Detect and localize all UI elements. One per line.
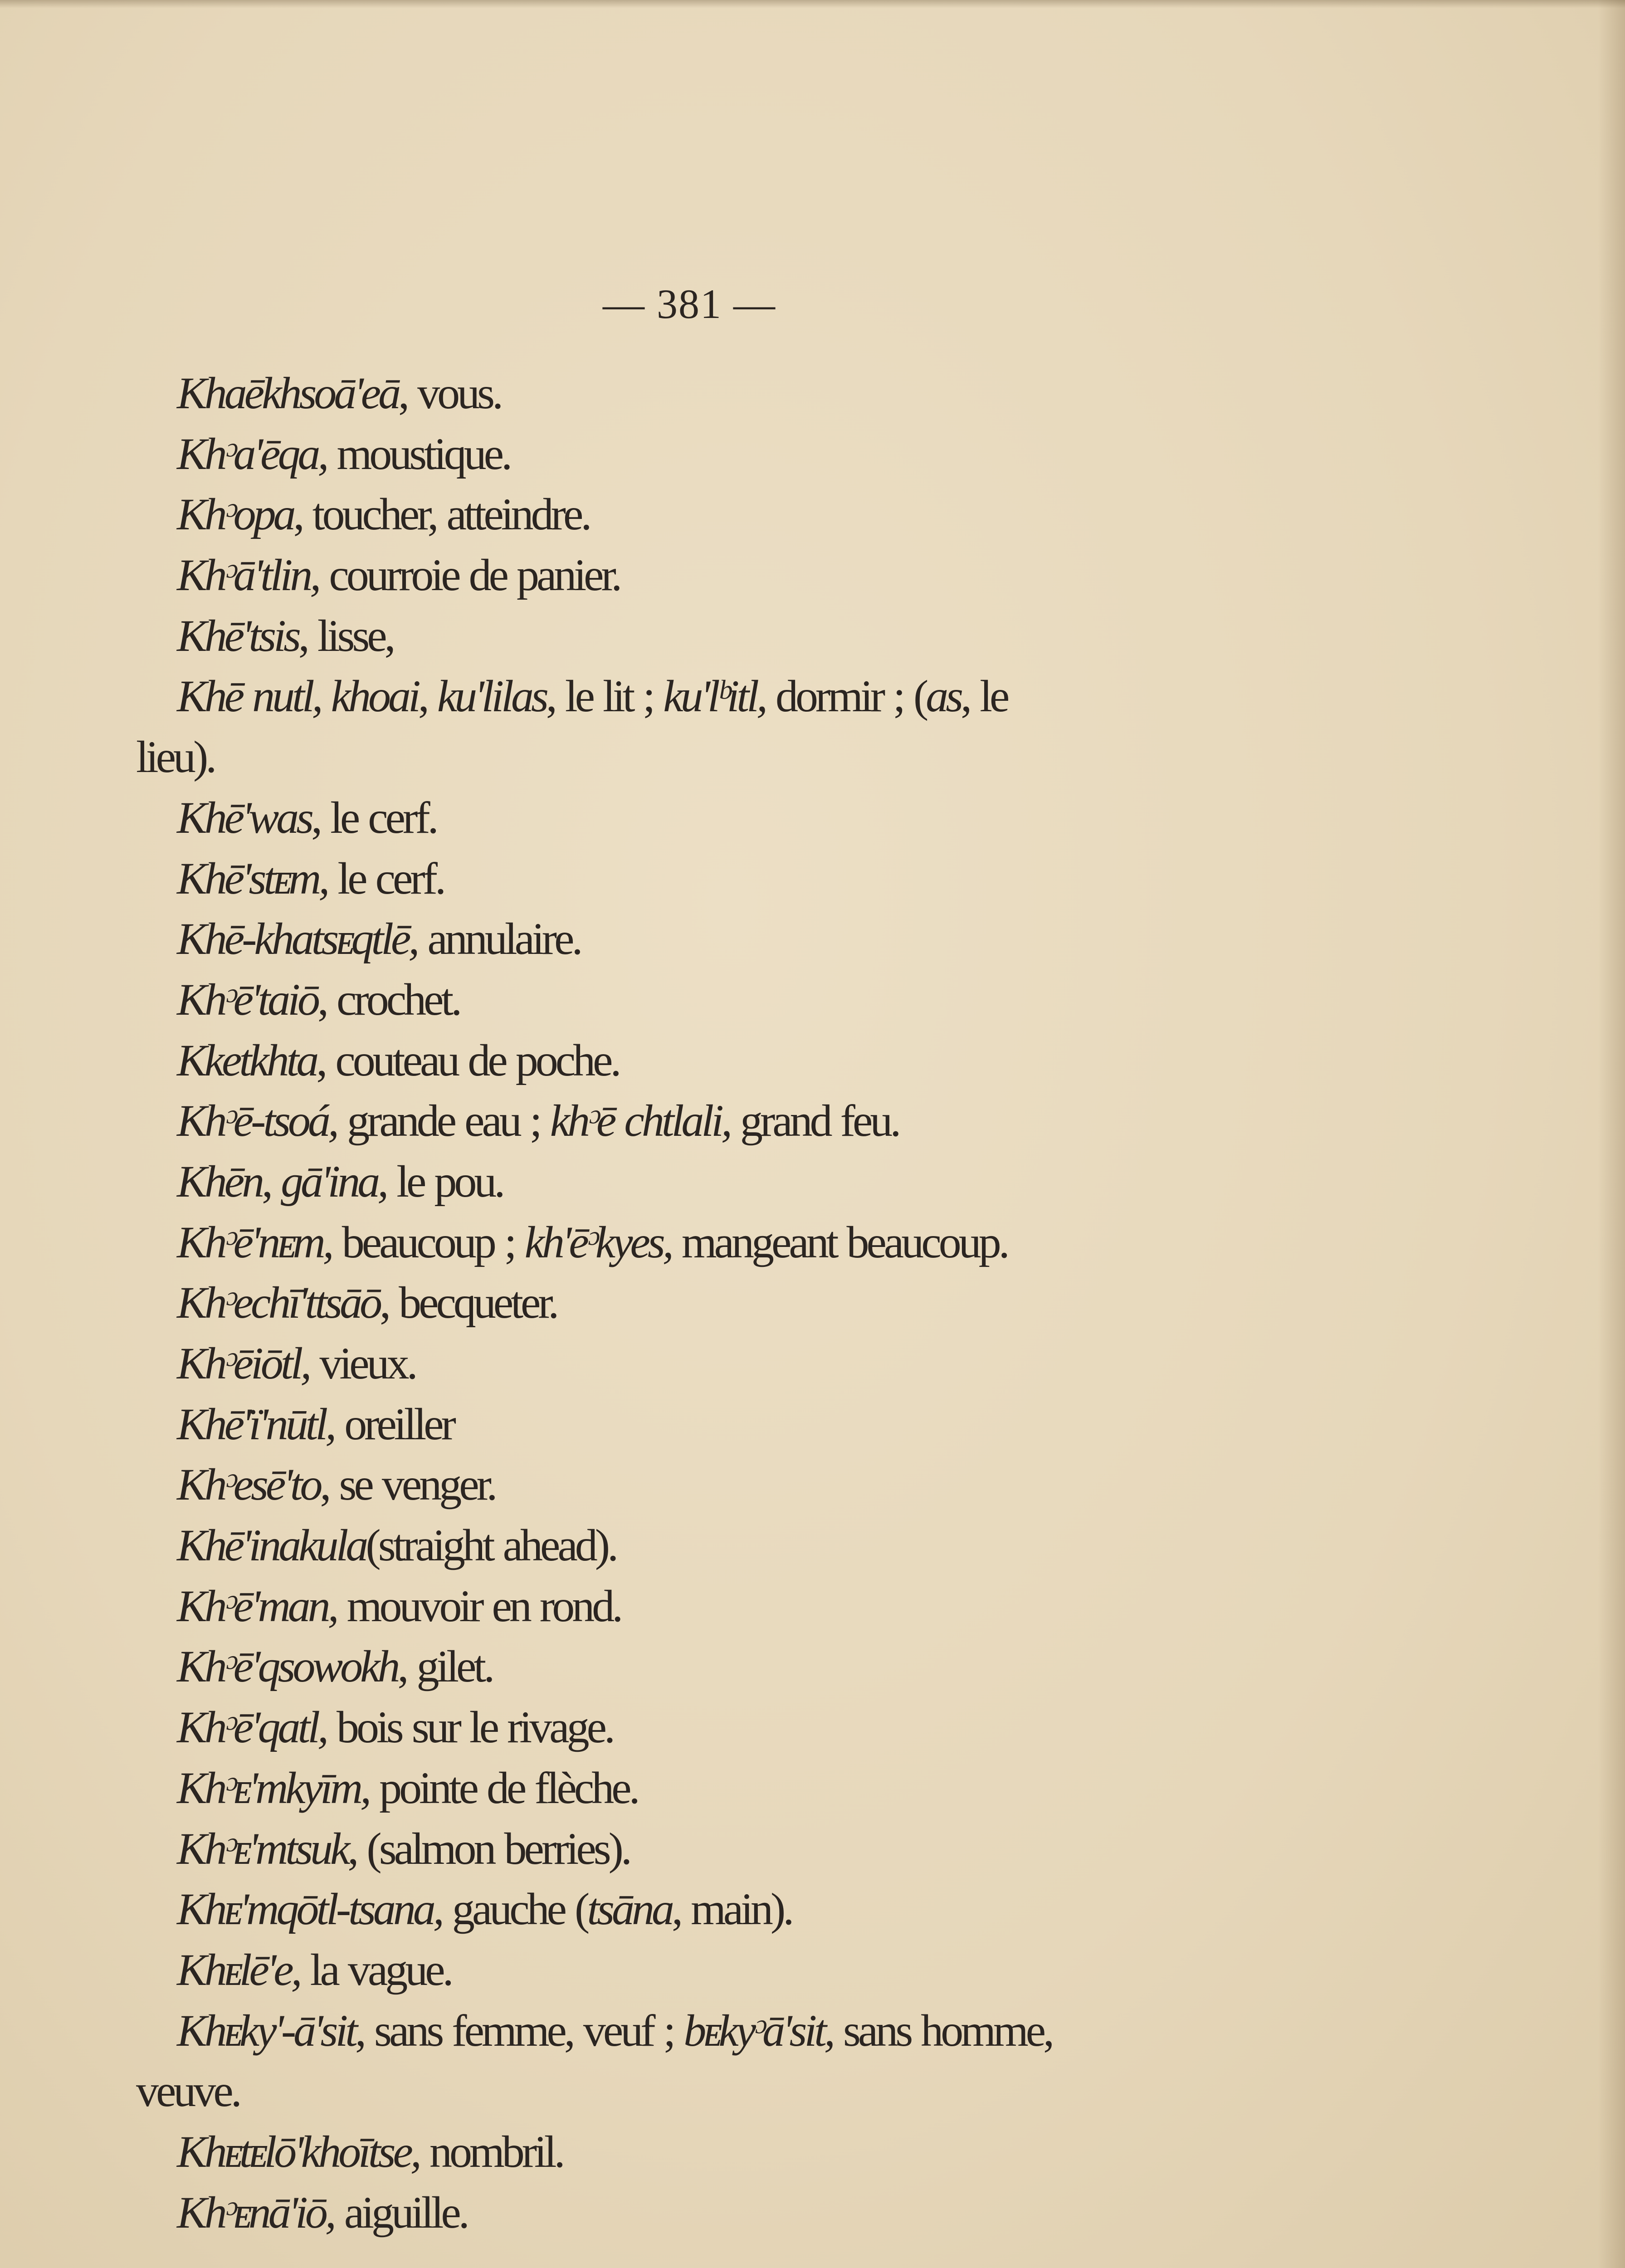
gloss-text: mouvoir en rond. <box>336 1580 621 1631</box>
gloss-text: annulaire. <box>417 914 581 964</box>
headword-text: Khaēkhsoā'eā <box>177 368 399 418</box>
dictionary-entry <box>0 1394 1625 1455</box>
headword-text: Khᵓē'taiō <box>177 974 318 1025</box>
gloss-text: beaucoup ; <box>331 1217 525 1267</box>
gloss-text: , le cerf. <box>311 792 436 843</box>
gloss-text: bois sur le rivage. <box>326 1702 613 1753</box>
headword-text: Khē'inakula <box>177 1520 366 1571</box>
dictionary-entry <box>0 1636 1625 1697</box>
dictionary-entry <box>0 1454 1625 1515</box>
gloss-text: gauche ( <box>441 1884 587 1935</box>
gloss-text: vieux. <box>309 1338 415 1388</box>
page-number: — 381 — <box>603 281 776 327</box>
dictionary-entry <box>0 1272 1625 1333</box>
headword-text: Khᵓē'nᴇm, <box>177 1217 332 1267</box>
dictionary-entry <box>0 1030 1625 1091</box>
gloss-text: , le <box>961 671 1007 722</box>
headword-text: tsāna <box>587 1884 672 1935</box>
gloss-text: moustique. <box>326 428 510 479</box>
gloss-text: , vous. <box>398 368 501 418</box>
headword-text: Khᵓē'qsowokh <box>177 1641 398 1692</box>
headword-text: Khᵓā'tlin, <box>177 550 319 601</box>
headword-text: Khᵓᴇ'mkyīm, <box>177 1762 369 1813</box>
gloss-text: (straight ahead). <box>366 1520 616 1571</box>
gloss-text: , lisse, <box>298 610 393 661</box>
headword-text: Khᴇky'-ā'sit <box>177 2005 356 2056</box>
dictionary-entry <box>0 1090 1625 1151</box>
dictionary-entry <box>0 1818 1625 1879</box>
gloss-text: courroie de panier. <box>318 550 620 601</box>
gloss-text: , toucher, atteindre. <box>293 489 590 540</box>
gloss-text: lieu). <box>136 732 215 782</box>
headword-text: gā'ina, <box>281 1156 386 1207</box>
dictionary-entry <box>0 1576 1625 1637</box>
dictionary-entry <box>0 2000 1625 2061</box>
dictionary-entry <box>0 848 1625 909</box>
gloss-text: veuve. <box>136 2066 239 2116</box>
headword-text: Khē'was <box>177 792 312 843</box>
dictionary-entries <box>0 363 1625 2243</box>
gloss-text: nombril. <box>419 2126 563 2177</box>
dictionary-entry <box>0 363 1625 424</box>
dictionary-entry <box>0 2121 1625 2182</box>
headword-text: Khᵓē-tsoá, <box>177 1095 337 1146</box>
dictionary-entry <box>0 1940 1625 2000</box>
dictionary-entry <box>0 1879 1625 1940</box>
gloss-text: grand feu. <box>729 1095 899 1146</box>
headword-text: Khē-khatsᴇqtlē, <box>177 914 417 964</box>
gloss-text: , crochet. <box>317 974 460 1025</box>
gloss-text: , main). <box>672 1884 792 1935</box>
headword-text: Khᴇlē'e, <box>177 1944 300 1995</box>
headword-text: Khē nutl, khoai <box>177 671 418 722</box>
dictionary-entry <box>0 1758 1625 1818</box>
headword-text: Khᴇtᴇlō'khoītse, <box>177 2126 419 2177</box>
gloss-text: pointe de flèche. <box>369 1762 638 1813</box>
headword-text: Khᵓᴇ'mtsuk <box>177 1823 348 1874</box>
headword-text: Khᵓᴇnā'iō, <box>177 2187 334 2238</box>
dictionary-entry <box>0 545 1625 606</box>
headword-text: Khē'ï'nūtl, <box>177 1398 334 1449</box>
headword-text: bᴇkyᵓā'sit, <box>683 2005 833 2056</box>
headword-text: Khᵓopa <box>177 489 293 540</box>
dictionary-entry <box>0 424 1625 484</box>
dictionary-entry <box>0 787 1625 848</box>
gloss-text: , gilet. <box>397 1641 493 1692</box>
headword-text: Kketkhta <box>177 1035 317 1085</box>
headword-text: Khēn <box>177 1156 262 1207</box>
gloss-text: aiguille. <box>333 2187 467 2238</box>
dictionary-entry <box>0 1515 1625 1576</box>
dictionary-entry <box>0 1333 1625 1394</box>
gloss-text: , <box>418 671 437 722</box>
dictionary-entry <box>0 484 1625 545</box>
headword-text: Khē'stᴇm, <box>177 853 327 904</box>
gloss-text: dormir ; ( <box>765 671 926 722</box>
dictionary-entry <box>0 969 1625 1030</box>
gloss-text: le pou. <box>386 1156 503 1207</box>
dictionary-entry <box>0 606 1625 666</box>
headword-text: Khᵓē'qatl, <box>177 1702 327 1753</box>
headword-text: ku'lᵇitl, <box>663 671 765 722</box>
headword-text: Khᵓēiōtl, <box>177 1338 309 1388</box>
dictionary-entry <box>0 2182 1625 2243</box>
headword-text: Khē'tsis <box>177 610 298 661</box>
headword-text: Khᵓa'ēqa, <box>177 428 327 479</box>
headword-text: as <box>926 671 961 722</box>
gloss-text: grande eau ; <box>337 1095 550 1146</box>
gloss-text: sans homme, <box>833 2005 1052 2056</box>
headword-text: Khᴇ'mqōtl-tsana, <box>177 1884 442 1935</box>
gloss-text: , couteau de poche. <box>316 1035 619 1085</box>
headword-text: Khᵓechī'ttsāō <box>177 1277 380 1328</box>
gloss-text: , le lit ; <box>546 671 664 722</box>
dictionary-entry <box>0 1697 1625 1758</box>
gloss-text: , se venger. <box>320 1459 495 1510</box>
gloss-text: , sans femme, veuf ; <box>355 2005 684 2056</box>
gloss-text: , (salmon berries). <box>347 1823 630 1874</box>
gloss-text: le cerf. <box>327 853 444 904</box>
gloss-text: , <box>262 1156 281 1207</box>
gloss-text: la vague. <box>299 1944 451 1995</box>
dictionary-entry <box>0 1212 1625 1273</box>
headword-text: khᵓē chtlali, <box>550 1095 730 1146</box>
gloss-text: mangeant beaucoup. <box>671 1217 1007 1267</box>
dictionary-entry <box>0 666 1625 727</box>
entry-continuation <box>0 2061 1625 2121</box>
gloss-text: , becqueter. <box>380 1277 557 1328</box>
headword-text: Khᵓesē'to <box>177 1459 320 1510</box>
dictionary-entry <box>0 909 1625 969</box>
entry-continuation <box>0 727 1625 787</box>
dictionary-entry <box>0 1151 1625 1212</box>
headword-text: kh'ēᵓkyes, <box>524 1217 671 1267</box>
headword-text: Khᵓē'man, <box>177 1580 337 1631</box>
gloss-text: oreiller <box>334 1398 454 1449</box>
headword-text: ku'lilas <box>437 671 546 722</box>
